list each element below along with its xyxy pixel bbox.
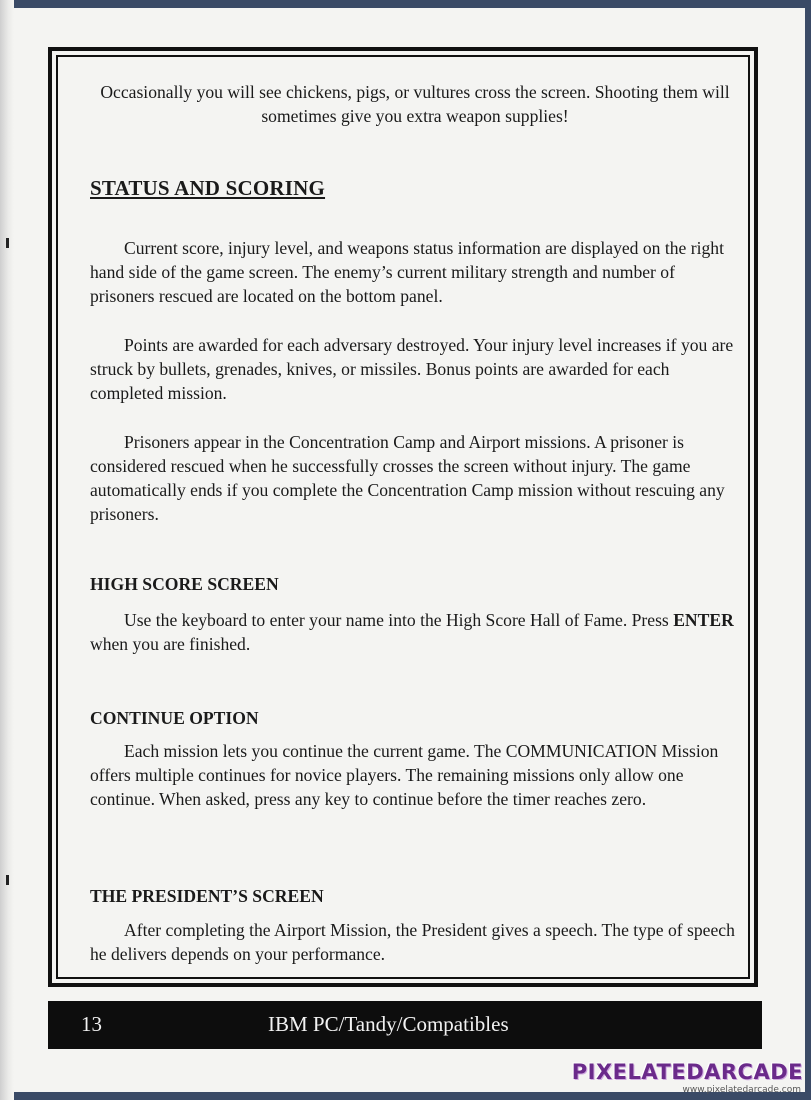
high-score-heading: HIGH SCORE SCREEN (90, 574, 279, 594)
page-number: 13 (81, 1012, 102, 1036)
enter-key-label: ENTER (673, 610, 734, 630)
watermark-url: www.pixelatedarcade.com (682, 1085, 801, 1095)
intro-paragraph: Occasionally you will see chickens, pigs, or vultures cross the screen. Shooting them will sometimes give you extra weapon supplies! (100, 82, 730, 126)
high-score-text-before: Use the keyboard to enter your name into the High Score Hall of Fame. Press (124, 610, 674, 630)
binding-staple-mark (6, 238, 9, 248)
continue-option-heading: CONTINUE OPTION (90, 708, 259, 728)
status-paragraph: Current score, injury level, and weapons status information are displayed on the right hand side of the game screen. The enemy’s current military strength and number of prisoners rescued are located on the bottom panel. (90, 238, 724, 306)
prisoners-paragraph: Prisoners appear in the Concentration Camp and Airport missions. A prisoner is considered rescued when he successfully crosses the screen without injury. The game automatically ends if you complete the Concentration Camp mission without rescuing any prisoners. (90, 432, 725, 524)
high-score-text-after: when you are finished. (90, 634, 251, 654)
continue-option-paragraph: Each mission lets you continue the current game. The COMMUNICATION Mission offers multiple continues for novice players. The remaining missions only allow one continue. When asked, press any key to continue before the timer reaches zero. (90, 741, 719, 809)
scan-right-edge (805, 0, 811, 1100)
high-score-paragraph (90, 608, 740, 656)
presidents-screen-paragraph: After completing the Airport Mission, the President gives a speech. The type of speech he delivers depends on your performance. (90, 920, 735, 964)
page-binding-edge (0, 0, 14, 1100)
platform-title: IBM PC/Tandy/Compatibles (268, 1012, 509, 1036)
footer-bar (48, 1001, 762, 1049)
section-title: STATUS AND SCORING (90, 176, 326, 200)
presidents-screen-heading: THE PRESIDENT’S SCREEN (90, 886, 324, 906)
scan-top-edge (0, 0, 811, 8)
manual-content (90, 80, 740, 964)
watermark-logo: PIXELATEDARCADE (571, 1060, 803, 1084)
binding-staple-mark (6, 875, 9, 885)
points-paragraph: Points are awarded for each adversary destroyed. Your injury level increases if you are struck by bullets, grenades, knives, or missiles. Bonus points are awarded for each completed mission. (90, 335, 734, 403)
